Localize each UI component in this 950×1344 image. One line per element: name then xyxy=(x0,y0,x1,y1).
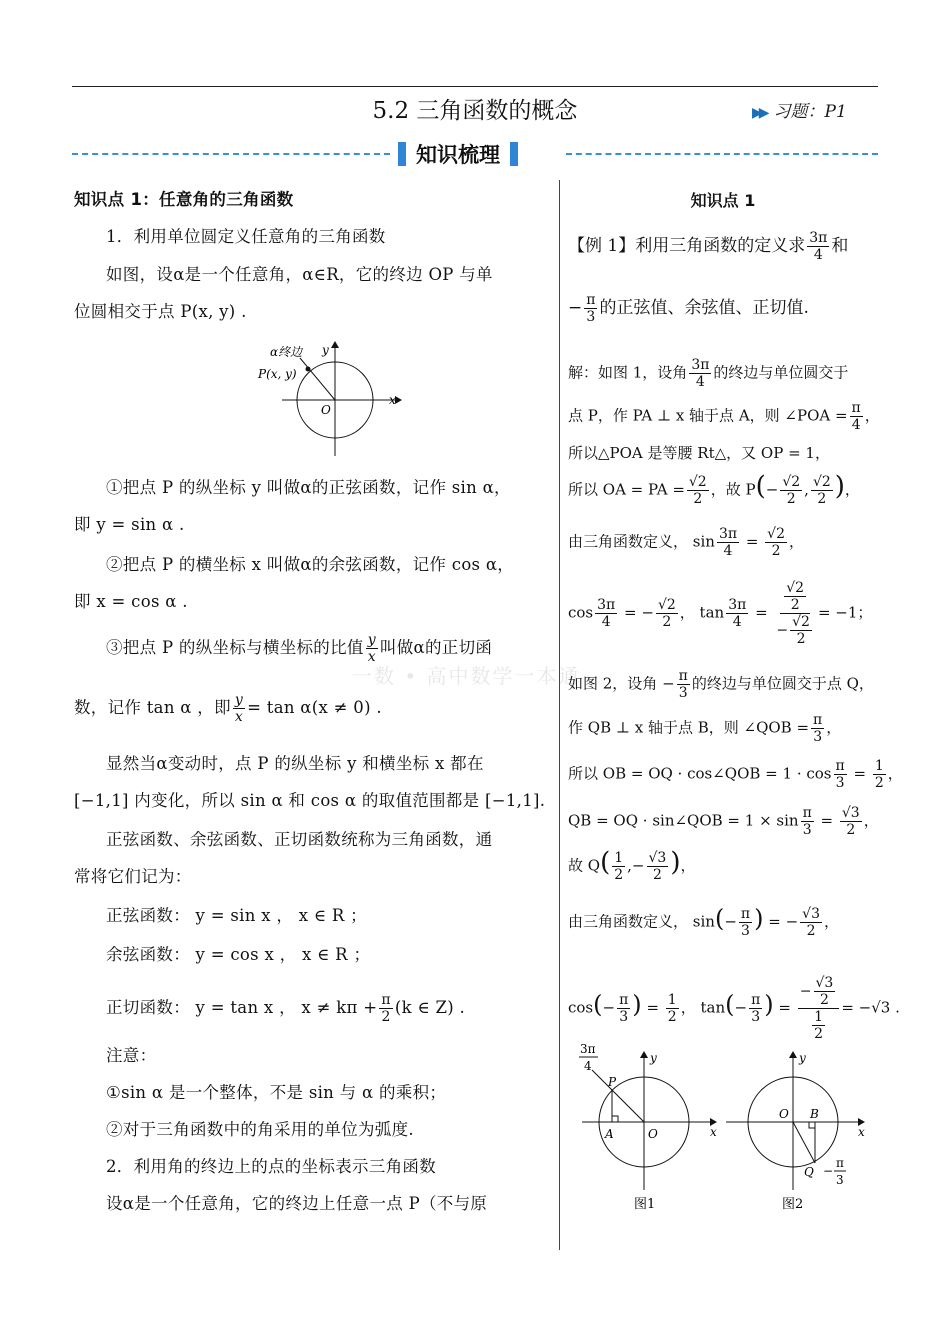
frac-denominator: 4 xyxy=(723,543,733,559)
y-axis-arrow-icon xyxy=(331,341,339,348)
frac-denominator: 2 xyxy=(771,543,781,559)
cos-word: cos xyxy=(568,603,594,622)
frac-numerator: π xyxy=(751,992,761,1008)
func-tan-text-a: 正切函数： y = tan x ， x ≠ kπ + xyxy=(106,998,378,1017)
solution-text-f: 由三角函数定义， sin xyxy=(568,532,715,551)
solution-line1 xyxy=(568,357,848,390)
solution-text-a: 解：如图 1，设角 xyxy=(568,363,688,382)
frac-denominator: 4 xyxy=(813,247,823,263)
paren-left: ( xyxy=(593,990,603,1019)
frac-numerator: √3 xyxy=(802,906,820,922)
frac-denominator: 4 xyxy=(851,417,861,433)
q-line4: QB = OQ · sin∠QOB = 1 × sin $\frac{\pi}{3}$ = $\frac{√3}{2}$ ， xyxy=(568,805,879,838)
top-rule xyxy=(72,86,878,87)
watermark: 一数 • 高中数学一本通 xyxy=(352,664,581,688)
frac-numerator: π xyxy=(586,292,596,308)
frac-1-over-2 xyxy=(666,992,679,1025)
frac-1-over-2 xyxy=(612,850,625,883)
result-neg-sqrt3: = −√3 . xyxy=(841,998,900,1017)
frac-1-over-2 xyxy=(873,758,886,791)
label-3pi: 3π xyxy=(580,1042,596,1056)
label-x: x xyxy=(858,1125,865,1139)
dashed-divider-left xyxy=(72,153,390,155)
frac-sqrt2-over-2 xyxy=(811,474,833,507)
frac-numerator: √2 xyxy=(782,474,801,490)
frac-denominator: 2 xyxy=(796,631,806,647)
frac-sqrt2-over-2 xyxy=(780,474,802,507)
frac-denominator: 2 xyxy=(614,867,624,883)
remark1-line2: [−1,1] 内变化，所以 sin α 和 cos α 的取值范围都是 [−1,1]. xyxy=(74,791,546,810)
label-o: O xyxy=(779,1107,789,1121)
frac-denominator: 3 xyxy=(586,309,596,325)
section2-para: 设α是一个任意角，它的终边上任意一点 P（不与原 xyxy=(106,1194,488,1213)
banner-bar-right xyxy=(510,142,518,166)
paren-left: ( xyxy=(725,990,735,1019)
cos-word: cos xyxy=(568,998,594,1017)
label-x: x xyxy=(389,393,396,407)
frac-numerator: 1 xyxy=(874,758,884,774)
frac-pi-over-3 xyxy=(617,992,630,1025)
result-neg1: = −1； xyxy=(817,603,873,622)
y-axis-arrow-icon xyxy=(789,1051,797,1058)
def-cos-line1: ②把点 P 的横坐标 x 叫做α的余弦函数，记作 cos α， xyxy=(106,555,515,574)
q-text-g: 由三角函数定义， sin xyxy=(568,912,715,931)
def-tan-text-a: ③把点 P 的纵坐标与横坐标的比值 xyxy=(106,638,364,657)
frac-numerator: √2 xyxy=(792,614,810,630)
compound-fraction xyxy=(774,580,816,647)
frac-numerator: π xyxy=(851,400,861,416)
func-tan-text-b: (k ∈ Z) . xyxy=(394,998,466,1017)
frac-numerator: π xyxy=(740,906,751,922)
column-divider xyxy=(559,180,560,1250)
label-y: y xyxy=(650,1051,657,1065)
frac-pi-over-3 xyxy=(801,805,814,838)
frac-3pi-over-4 xyxy=(726,597,748,630)
para1-line1: 如图，设α是一个任意角，α∈R，它的终边 OP 与单 xyxy=(106,265,493,284)
solution-text-b: 的终边与单位圆交于 xyxy=(713,363,849,382)
def-cos-line2: 即 x = cos α . xyxy=(74,592,188,611)
def-tan-line1 xyxy=(106,632,492,665)
kp1-title: 知识点 1：任意角的三角函数 xyxy=(74,190,294,209)
frac-denominator: − $\frac{√2}{2}$ xyxy=(776,614,810,647)
note-title: 注意： xyxy=(106,1046,157,1065)
frac-numerator: √2 xyxy=(812,474,831,490)
q-line3: 所以 OB = OQ · cos∠QOB = 1 · cos $\frac{\pi}{3}$ = $\frac{1}{2}$ ， xyxy=(568,758,903,791)
frac-numerator: √2 xyxy=(688,474,707,490)
tan-word: tan xyxy=(700,998,726,1017)
frac-numerator: π xyxy=(835,758,845,774)
frac-numerator: 1 xyxy=(667,992,677,1008)
label-a: A xyxy=(605,1127,614,1141)
frac-denominator: 2 xyxy=(667,1009,677,1025)
frac-sqrt3-over-2 xyxy=(800,906,822,939)
q-text-f: 故 Q xyxy=(568,856,601,875)
frac-denominator: 2 xyxy=(693,491,703,507)
frac-pi-over-3 xyxy=(834,758,847,791)
solution-text-d: 所以 OA = PA = xyxy=(568,480,685,499)
right-angle-mark xyxy=(612,1116,618,1122)
frac-sqrt3-over-2 xyxy=(814,975,836,1008)
q-text-b: 的终边与单位圆交于点 Q， xyxy=(691,674,874,693)
q-line1 xyxy=(568,668,874,701)
frac-numerator: π xyxy=(813,712,823,728)
frac-denominator: 2 xyxy=(786,491,796,507)
frac-3pi-over-4 xyxy=(717,526,739,559)
frac-numerator: 1 xyxy=(814,1009,823,1025)
example1-line1 xyxy=(568,230,848,263)
label-o: O xyxy=(648,1127,658,1141)
note-2: ②对于三角函数中的角采用的单位为弧度. xyxy=(106,1120,414,1139)
frac-numerator: √3 xyxy=(815,975,834,991)
exercise-reference-label: 习题：P1 xyxy=(773,102,847,122)
paren-right: ) xyxy=(764,990,774,1019)
frac-3pi-over-4 xyxy=(595,597,617,630)
label-y: y xyxy=(322,343,329,357)
frac-denominator: 3 xyxy=(751,1009,761,1025)
frac-denominator: 2 xyxy=(806,923,816,939)
exercise-reference xyxy=(752,97,847,122)
section2-title: 2．利用角的终边上的点的坐标表示三角函数 xyxy=(106,1157,436,1176)
frac-denominator: 2 xyxy=(817,491,827,507)
def-sin-line1: ①把点 P 的纵坐标 y 叫做α的正弦函数，记作 sin α， xyxy=(106,478,511,497)
section-banner-label: 知识梳理 xyxy=(416,143,500,167)
frac-denominator: 3 xyxy=(802,822,812,838)
frac-sqrt3-over-2 xyxy=(840,805,862,838)
frac-denominator: 2 xyxy=(819,992,829,1008)
frac-denominator: 3 xyxy=(813,729,823,745)
figure-2 xyxy=(718,1040,878,1215)
right-angle-mark xyxy=(809,1122,815,1128)
q-line7: cos(− $\frac{\pi}{3}$ ) = $\frac{1}{2}$ ， tan(− $\frac{\pi}{3}$ ) = − $\frac{√3}{2}$ $\frac{1}{2}$ = −√3 . xyxy=(568,975,900,1042)
example1-text-and: 和 xyxy=(831,236,849,256)
q-line6: 由三角函数定义， sin(− $\frac{\pi}{3}$ ) = − $\frac{√3}{2}$ ， xyxy=(568,904,839,939)
frac-sqrt2-over-2 xyxy=(656,597,678,630)
label-point-p: P(x, y) xyxy=(258,367,297,381)
section1-title: 1．利用单位圆定义任意角的三角函数 xyxy=(106,227,386,246)
frac-numerator: 3π xyxy=(691,357,710,373)
func-tan xyxy=(106,992,465,1025)
paren-right: ) xyxy=(834,471,845,502)
label-3: 3 xyxy=(836,1173,844,1187)
frac-sqrt2-over-2 xyxy=(687,474,709,507)
comma: ， xyxy=(864,406,880,425)
banner-bar-left xyxy=(398,142,406,166)
minus-sign: − xyxy=(568,298,583,318)
frac-pi-over-3 xyxy=(584,292,597,325)
def-tan-text-c: 数，记作 tan α ，即 xyxy=(74,698,231,717)
solution-line4: 所以 OA = PA = $\frac{√2}{2}$ ，故 P(− $\frac{√2}{2}$ , $\frac{√2}{2}$ )， xyxy=(568,471,860,507)
frac-y-over-x-2 xyxy=(233,692,245,725)
paren-right: ) xyxy=(632,990,642,1019)
frac-pi-over-3 xyxy=(811,712,824,745)
frac-numerator: − $\frac{√3}{2}$ xyxy=(798,975,840,1009)
solution-line2 xyxy=(568,400,880,433)
def-tan-line2 xyxy=(74,692,382,725)
q-text-a: 如图 2，设角 − xyxy=(568,674,675,693)
func-sin: 正弦函数： y = sin x ， x ∈ R ； xyxy=(106,906,367,925)
terminal-side xyxy=(300,358,335,400)
label-b: B xyxy=(810,1107,819,1121)
frac-denominator xyxy=(808,1009,829,1042)
dashed-divider-right xyxy=(566,153,878,155)
frac-numerator: √3 xyxy=(648,850,667,866)
frac-sqrt2-over-2 xyxy=(790,614,812,647)
frac-numerator: √3 xyxy=(841,805,860,821)
unit-circle-figure xyxy=(250,338,410,468)
label-q: Q xyxy=(804,1165,814,1179)
figure-1-caption: 图1 xyxy=(634,1197,656,1212)
frac-denominator: x xyxy=(234,709,244,725)
frac-numerator: 1 xyxy=(614,850,624,866)
frac-denominator: 2 xyxy=(874,775,884,791)
frac-3pi-over-4 xyxy=(807,230,829,263)
q-line2: 作 QB ⊥ x 轴于点 B，则 ∠QOB = $\frac{\pi}{3}$ ， xyxy=(568,712,842,745)
frac-numerator: π xyxy=(381,992,391,1008)
solution-line5: 由三角函数定义， sin $\frac{3\pi}{4}$ = $\frac{√2}{2}$ ， xyxy=(568,526,804,559)
x-axis-arrow-icon xyxy=(395,396,402,404)
page-title: 5.2 三角函数的概念 xyxy=(372,98,578,124)
frac-numerator: π xyxy=(619,992,629,1008)
q-text-e: QB = OQ · sin∠QOB = 1 × sin xyxy=(568,811,799,830)
point-p xyxy=(306,367,311,372)
frac-numerator xyxy=(780,580,810,614)
remark1-line1: 显然当α变动时，点 P 的纵坐标 y 和横坐标 x 都在 xyxy=(106,754,484,773)
label-pi: π xyxy=(836,1156,844,1170)
section-banner xyxy=(398,138,518,170)
frac-denominator: 2 xyxy=(814,1026,823,1042)
figure-2-caption: 图2 xyxy=(782,1197,804,1212)
frac-pi-over-3 xyxy=(677,668,690,701)
frac-numerator: y xyxy=(367,632,376,648)
figure-1 xyxy=(572,1040,722,1215)
def-tan-text-d: = tan α(x ≠ 0) . xyxy=(247,698,382,717)
q-text-d: 所以 OB = OQ · cos∠QOB = 1 · cos xyxy=(568,764,832,783)
frac-denominator: x xyxy=(367,649,376,665)
solution-text-e: ，故 P xyxy=(710,480,756,499)
def-sin-line2: 即 y = sin α . xyxy=(74,515,185,534)
double-arrow-icon: ▶▶ xyxy=(752,105,766,121)
q-text-c: 作 QB ⊥ x 轴于点 B，则 ∠QOB = xyxy=(568,718,810,737)
frac-numerator: 3π xyxy=(809,230,828,246)
frac-sqrt3-over-2 xyxy=(647,850,669,883)
frac-sqrt2-over-2 xyxy=(765,526,787,559)
frac-numerator: π xyxy=(802,805,812,821)
label-terminal-side: α终边 xyxy=(270,345,303,359)
paren-right: ) xyxy=(670,847,681,878)
frac-denominator: 2 xyxy=(790,597,800,613)
frac-numerator: 3π xyxy=(728,597,747,613)
q-line5: 故 Q( $\frac{1}{2}$ ,− $\frac{√3}{2}$ )， xyxy=(568,847,696,883)
tan-word: tan xyxy=(699,603,725,622)
frac-pi-over-2 xyxy=(379,992,393,1025)
frac-denominator: 4 xyxy=(695,374,705,390)
frac-numerator: 3π xyxy=(718,526,738,542)
frac-3pi-over-4 xyxy=(689,357,711,390)
paren-right: ) xyxy=(754,904,764,933)
frac-denominator: 3 xyxy=(741,923,750,939)
frac-sqrt2-over-2 xyxy=(784,580,806,613)
frac-numerator: 3π xyxy=(597,597,616,613)
label-y: y xyxy=(799,1051,806,1065)
example1-text-b: 的正弦值、余弦值、正切值. xyxy=(599,298,809,318)
func-cos: 余弦函数： y = cos x ， x ∈ R ； xyxy=(106,945,371,964)
frac-numerator: y xyxy=(234,692,244,708)
example1-line2 xyxy=(568,292,809,325)
frac-denominator: 3 xyxy=(835,775,845,791)
label-origin: O xyxy=(321,403,331,417)
solution-line3: 所以△POA 是等腰 Rt△，又 OP = 1， xyxy=(568,444,830,462)
label-x: x xyxy=(710,1125,717,1139)
paren-left: ( xyxy=(600,847,611,878)
frac-numerator: π xyxy=(678,668,688,684)
solution-line6: cos $\frac{3\pi}{4}$ = − $\frac{√2}{2}$ ， tan $\frac{3\pi}{4}$ = $\frac{√2}{2}$ − $\frac{√2}{2}$ = −1； xyxy=(568,580,873,647)
label-minus: − xyxy=(823,1164,834,1178)
para1-line2: 位圆相交于点 P(x, y) . xyxy=(74,302,247,321)
frac-denominator: 3 xyxy=(678,685,688,701)
frac-y-over-x xyxy=(366,632,378,665)
frac-numerator: √2 xyxy=(657,597,676,613)
right-kp-title: 知识点 1 xyxy=(690,191,756,210)
label-4: 4 xyxy=(584,1059,592,1073)
y-axis-arrow-icon xyxy=(640,1051,648,1058)
paren-left: ( xyxy=(714,904,725,933)
compound-fraction xyxy=(798,975,840,1042)
def-tan-text-b: 叫做α的正切函 xyxy=(379,638,493,657)
frac-denominator: 4 xyxy=(601,614,611,630)
remark2-line1: 正弦函数、余弦函数、正切函数统称为三角函数，通 xyxy=(106,830,493,849)
frac-denominator: 3 xyxy=(619,1009,629,1025)
paren-left: ( xyxy=(755,471,766,502)
note-1: ①sin α 是一个整体，不是 sin 与 α 的乘积； xyxy=(106,1083,447,1102)
frac-numerator: √2 xyxy=(767,526,785,542)
frac-denominator: 2 xyxy=(652,867,662,883)
remark2-line2: 常将它们记为： xyxy=(74,867,192,886)
frac-pi-over-3 xyxy=(739,906,752,939)
frac-pi-over-4 xyxy=(850,400,863,433)
frac-denominator: 4 xyxy=(732,614,742,630)
frac-1-over-2 xyxy=(812,1009,825,1042)
solution-text-c: 点 P，作 PA ⊥ x 轴于点 A，则 ∠POA = xyxy=(568,406,848,425)
frac-denominator: 2 xyxy=(846,822,856,838)
frac-pi-over-3 xyxy=(749,992,762,1025)
example1-text-a: 【例 1】利用三角函数的定义求 xyxy=(568,236,806,256)
frac-denominator: 2 xyxy=(381,1009,391,1025)
frac-denominator: 2 xyxy=(662,614,672,630)
frac-numerator: √2 xyxy=(786,580,805,596)
label-p: P xyxy=(608,1075,617,1089)
